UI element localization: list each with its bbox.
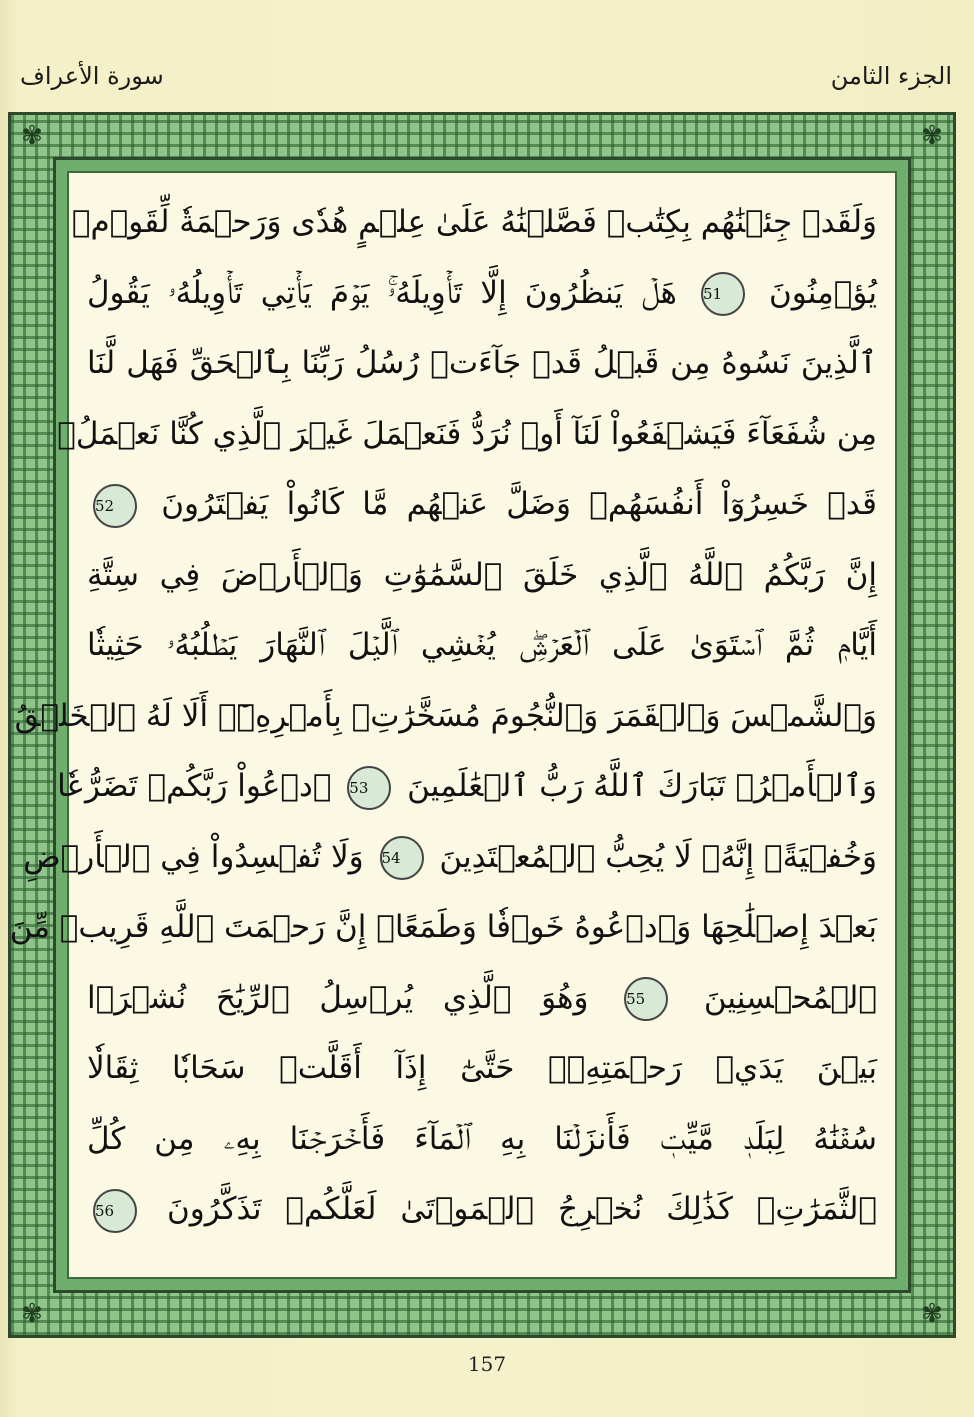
verse-line (81, 328, 883, 399)
verse-line (57, 399, 883, 470)
verse-text: هَلۡ يَنظُرُونَ إِلَّا تَأۡوِيلَهُۥۚ يَوۡمَ يَأۡتِي تَأۡوِيلُهُۥ يَقُولُ (87, 274, 677, 311)
ayah-number-marker: 51 (701, 272, 745, 316)
verse-line (81, 963, 883, 1034)
page-header (0, 62, 974, 102)
verse-text: وَلَا تُفۡسِدُواْ فِي ٱلۡأَرۡضِ (23, 838, 364, 875)
page-number: 157 (467, 1352, 507, 1376)
surah-name: سورة الأعراف (20, 62, 164, 90)
verse-text: ٱدۡعُواْ رَبَّكُمۡ تَضَرُّعٗا (57, 768, 332, 804)
juz-name: الجزء الثامن (830, 62, 952, 90)
corner-ornament-icon: ✾ (21, 121, 43, 151)
verse-text: ٱلثَّمَرَٰتِۚ كَذَٰلِكَ نُخۡرِجُ ٱلۡمَوۡتَىٰ لَعَلَّكُمۡ تَذَكَّرُونَ (166, 1191, 877, 1227)
verse-line (81, 1033, 883, 1104)
ayah-number-marker: 55 (624, 977, 668, 1021)
verse-text: بَعۡدَ إِصۡلَٰحِهَا وَٱدۡعُوهُ خَوۡفٗا وَطَمَعًاۚ إِنَّ رَحۡمَتَ ٱللَّهِ قَرِيبٞ مِّنَ (9, 909, 877, 945)
verse-line (81, 540, 883, 611)
verse-line (14, 681, 883, 752)
verse-line (81, 1174, 883, 1245)
verse-text: وَخُفۡيَةًۚ إِنَّهُۥ لَا يُحِبُّ ٱلۡمُعۡتَدِينَ (439, 838, 877, 875)
verse-line (71, 187, 883, 258)
verse-text: مِن شُفَعَآءَ فَيَشۡفَعُواْ لَنَآ أَوۡ نُرَدُّ فَنَعۡمَلَ غَيۡرَ ٱلَّذِي كُنَّا نَعۡمَلُۚ (57, 415, 877, 452)
verse-line (81, 1104, 883, 1175)
verse-text: وَٱلشَّمۡسَ وَٱلۡقَمَرَ وَٱلنُّجُومَ مُسَخَّرَٰتِۭ بِأَمۡرِهِۦٓۗ أَلَا لَهُ ٱلۡخَلۡقُ (14, 697, 877, 734)
verse-text: أَيَّامٖ ثُمَّ ٱسۡتَوَىٰ عَلَى ٱلۡعَرۡشِۖ يُغۡشِي ٱلَّيۡلَ ٱلنَّهَارَ يَطۡلُبُهُۥ حَثِيثٗا (87, 627, 877, 663)
verse-text: إِنَّ رَبَّكُمُ ٱللَّهُ ٱلَّذِي خَلَقَ ٱلسَّمَٰوَٰتِ وَٱلۡأَرۡضَ فِي سِتَّةِ (87, 556, 877, 593)
verse-line (57, 751, 883, 822)
verse-line (81, 258, 883, 329)
verse-text: سُقۡنَٰهُ لِبَلَدٖ مَّيِّتٖ فَأَنزَلۡنَا بِهِ ٱلۡمَآءَ فَأَخۡرَجۡنَا بِهِۦ مِن كُلِّ (87, 1120, 877, 1157)
verse-text-area (9, 171, 897, 1279)
verse-text: ٱلۡمُحۡسِنِينَ (703, 979, 877, 1016)
verse-text: يُؤۡمِنُونَ (769, 274, 877, 311)
corner-ornament-icon: ✾ (921, 1299, 943, 1329)
ayah-number-marker: 54 (380, 836, 424, 880)
corner-ornament-icon: ✾ (21, 1299, 43, 1329)
verse-text: قَدۡ خَسِرُوٓاْ أَنفُسَهُمۡ وَضَلَّ عَنۡهُم مَّا كَانُواْ يَفۡتَرُونَ (161, 486, 877, 522)
corner-ornament-icon: ✾ (921, 121, 943, 151)
verse-line (23, 822, 883, 893)
ayah-number-marker: 52 (93, 484, 137, 528)
verse-line (81, 469, 883, 540)
ornamental-frame (8, 112, 956, 1338)
ayah-number-marker: 56 (93, 1189, 137, 1233)
verse-line (81, 610, 883, 681)
verse-text: وَٱلۡأَمۡرُۗ تَبَارَكَ ٱللَّهُ رَبُّ ٱلۡعَٰلَمِينَ (407, 768, 877, 804)
ayah-number-marker: 53 (347, 766, 391, 810)
verse-text: ٱلَّذِينَ نَسُوهُ مِن قَبۡلُ قَدۡ جَآءَتۡ رُسُلُ رَبِّنَا بِٱلۡحَقِّ فَهَل لَّنَا (87, 345, 877, 381)
verse-text: بَيۡنَ يَدَيۡ رَحۡمَتِهِۦۖ حَتَّىٰٓ إِذَآ أَقَلَّتۡ سَحَابٗا ثِقَالٗا (87, 1050, 877, 1086)
verse-line (9, 892, 883, 963)
verse-text: وَهُوَ ٱلَّذِي يُرۡسِلُ ٱلرِّيَٰحَ نُشۡرَۢا (87, 979, 589, 1016)
verse-text: وَلَقَدۡ جِئۡنَٰهُم بِكِتَٰبٖ فَصَّلۡنَٰهُ عَلَىٰ عِلۡمٍ هُدٗى وَرَحۡمَةٗ لِّقَوۡمٖ (71, 204, 877, 240)
